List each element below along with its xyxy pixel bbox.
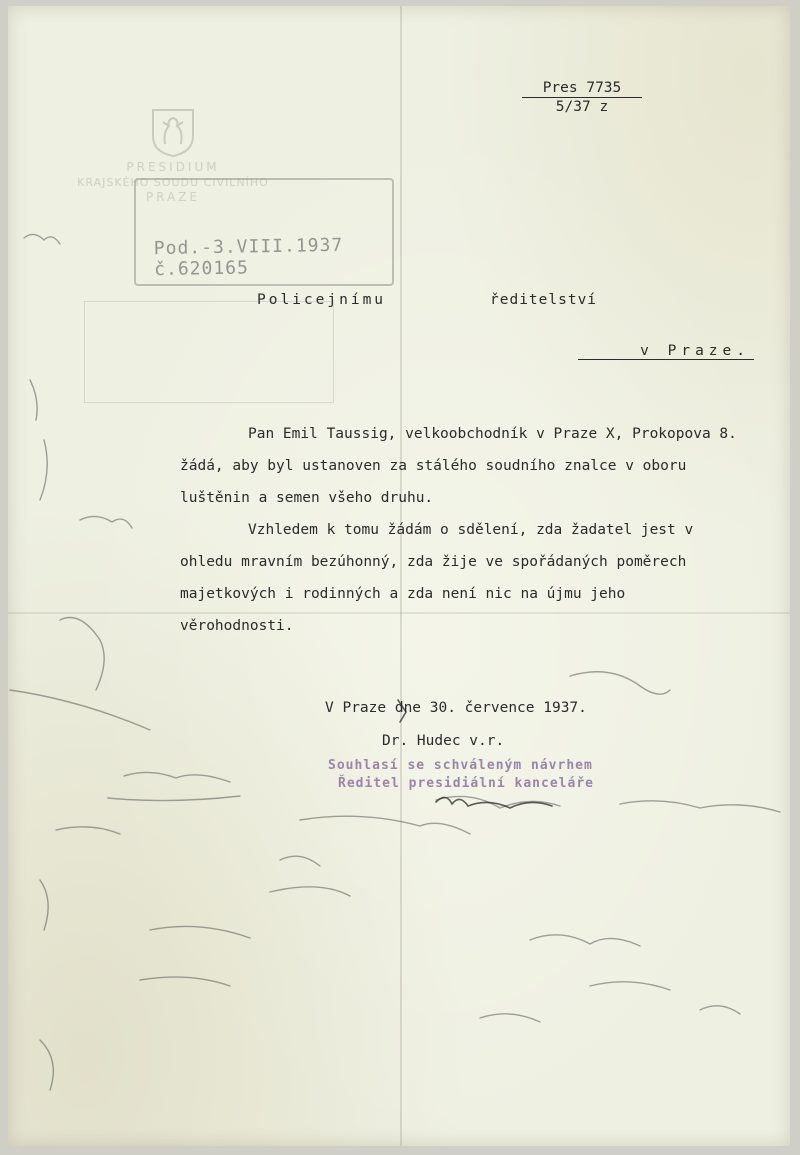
scribble-right-1 [570,672,670,694]
addressee-office: ředitelství [490,292,598,308]
body-paragraph-2: Vzhledem k tomu žádám o sdělení, zda žadatel jest v ohledu mravním bezúhonný, zda žije ve spořádaných poměrech majetkových i rodinných a zda není nic na újmu jeho věrohodnosti. [180,522,694,634]
scribble-right-5 [480,1014,540,1022]
received-stamp-text: Pod.-3.VIII.1937 č.620165 [153,234,344,281]
signature-typed: Dr. Hudec v.r. [382,733,505,749]
scribble-mid-1 [56,816,470,834]
date-line: V Praze dne 30. července 1937. [325,700,587,716]
approval-stamp-line-2: Ředitel presidiální kanceláře [338,776,594,791]
scribble-right-3 [530,935,640,946]
emblem-line-1: PRESIDIUM [126,160,220,174]
scribble-left-8 [40,880,53,1090]
addressee-label: Policejnímu [257,292,387,308]
scribble-left-3 [80,516,132,528]
scribble-right-2 [620,801,780,812]
scribble-left-4 [60,618,104,691]
scribble-left-9 [140,926,250,986]
scribble-left-2 [30,380,47,500]
emblem-line-3: PRAZE [145,190,201,204]
emblem-line-2: KRAJSKÉHO SOUDU CIVILNÍHO [77,176,269,189]
scribble-mid-2 [270,856,350,896]
scribble-left-6 [124,772,230,782]
reference-line-1: Pres 7735 [522,80,642,98]
reference-line-2: 5/37 z [555,99,609,115]
body-paragraph-1: Pan Emil Taussig, velkoobchodník v Praze X, Prokopova 8. žádá, aby byl ustanoven za stálého soudního znalce v oboru luštěnin a semen všeho druhu. [180,426,737,506]
ink-signature [436,797,552,808]
scribble-right-4 [590,982,740,1014]
scribble-left-1 [24,234,60,244]
addressee-city: v Praze. [578,343,754,360]
ink-blot [398,700,406,722]
scribble-left-5 [10,690,150,730]
approval-stamp-line-1: Souhlasí se schváleným návrhem [328,758,593,773]
scribble-left-7 [108,796,240,801]
